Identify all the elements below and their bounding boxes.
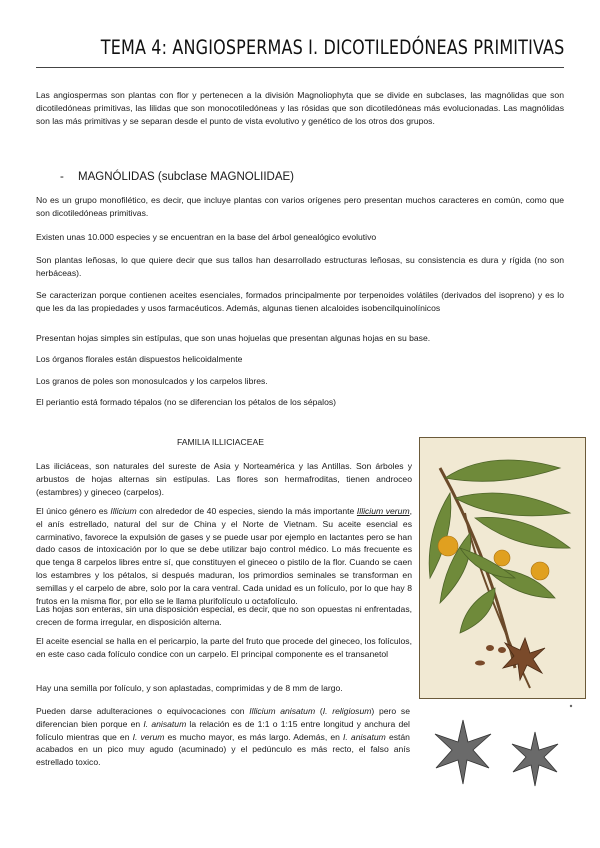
family-heading: FAMILIA ILLICIACEAE — [177, 437, 264, 447]
family-paragraph: Las hojas son enteras, sin una disposición especial, es decir, que no son opuestas ni enfrentadas, crecen de forma irregular, en disposición alterna. — [36, 604, 412, 627]
family-paragraph: Hay una semilla por folículo, y son aplastadas, comprimidas y de 8 mm de largo. — [36, 683, 343, 693]
magnolidas-paragraph: Presentan hojas simples sin estípulas, que son unas hojuelas que presentan algunas hojas en su base. — [36, 333, 431, 343]
family-paragraph: El aceite esencial se halla en el pericarpio, la parte del fruto que procede del gineceo, los folículos, en este caso cada folículo condice con un carpelo. El principal componente es el transanetol — [36, 636, 412, 659]
section-dash: - — [60, 171, 64, 183]
text-run: ) pero se diferencian bien porque en — [36, 706, 410, 729]
section-heading — [60, 171, 294, 183]
species-name: I. religiosum — [322, 706, 372, 716]
star-anise-image — [423, 702, 583, 802]
text-run: están acabados en un pico muy agudo (acuminado) y el pedúnculo es más recto, el falso anís estrellado toxico. — [36, 731, 410, 768]
illicium-plate-image — [420, 438, 585, 698]
title-divider — [36, 67, 564, 68]
intro-paragraph: Las angiospermas son plantas con flor y pertenecen a la división Magnoliophyta que se divide en subclases, las magnólidas que son dicotiledóneas primitivas, las lilidas que son monocotiledóneas y las rósidas que son dicotiledóneas más evolucionadas. Las magnólidas son las más primitivas y se separan desde el punto de vista evolutivo y genético de los otros dos grupos. — [36, 90, 564, 126]
botanical-illustration — [419, 437, 586, 699]
text-run: la relación es de 1:1 o 1:15 entre longitud y anchura del folículo mientras que en — [36, 718, 410, 742]
magnolidas-paragraph: Son plantas leñosas, lo que quiere decir que sus tallos han desarrollado estructuras leñosas, su consistencia es dura y rígida (no son herbáceas). — [36, 255, 564, 278]
magnolidas-paragraph: No es un grupo monofilético, es decir, que incluye plantas con varios orígenes pero presentan muchos caracteres en común, como que son dicotiledóneas primitivas. — [36, 195, 564, 218]
magnolidas-paragraph: Existen unas 10.000 especies y se encuentran en la base del árbol genealógico evolutivo — [36, 232, 377, 242]
text-run: , el anís estrellado, natural del sur de China y el Norte de Vietnam. Su aceite esencial es carminativo, favorece la expulsión de gases y se puede usar por ejemplo en lactantes pero se han dado casos de intoxicación por lo que se debe utilizar bajo control médico. Lo más frecuente es que tenga 8 carpelos libres entre sí, que constituyen el gineceo o pistilo de la flor. Cuando se caen los estambres y los pétalos, si después maduran, los primordios seminales se transforman en semillas y el carpelo de abre, solo por la cara ventral. Cada unidad es un folículo, por lo que hay 8 frutos en la misma flor, por ello se le llama plurifolículo u octafolículo. — [36, 506, 412, 606]
species-name: Illicium anisatum — [249, 706, 316, 716]
family-paragraph — [36, 505, 412, 607]
species-name: I. anisatum — [343, 731, 386, 742]
text-run: El único género es — [36, 506, 111, 516]
text-run: ( — [315, 706, 323, 716]
species-name: I. verum — [132, 731, 165, 742]
genus-name: Illicium — [110, 506, 137, 516]
text-run: es mucho mayor, es más largo. Además, en — [164, 731, 344, 742]
section-heading-text: MAGNÓLIDAS (subclase MAGNOLIIDAE) — [78, 171, 294, 183]
magnolidas-paragraph: Se caracterizan porque contienen aceites esenciales, formados principalmente por terpenoides volátiles (derivados del isopreno) y es lo que les da las propiedades y usos farmacéuticos. Además, algunas tienen alcaloides isobencilquinolínicos — [36, 290, 564, 313]
magnolidas-paragraph: Los granos de poles son monosulcados y los carpelos libres. — [36, 376, 268, 386]
species-name: I. anisatum — [143, 718, 187, 729]
family-paragraph: Las iliciáceas, son naturales del sureste de Asia y Norteamérica y las Antillas. Son árboles y arbustos de hojas alternas sin estípulas. Las flores son hermafroditas, tienen androceo (estambres) y gineceo (carpelos). — [36, 461, 412, 497]
text-run: Pueden darse adulteraciones o equivocaciones con — [36, 706, 250, 716]
family-paragraph — [36, 705, 410, 769]
species-name: Illicium verum — [356, 506, 410, 516]
page-title: TEMA 4: ANGIOSPERMAS I. DICOTILEDÓNEAS PRIMITIVAS — [100, 36, 564, 59]
magnolidas-paragraph: El periantio está formado tépalos (no se diferencian los pétalos de los sépalos) — [36, 397, 337, 407]
star-anise-illustration — [423, 702, 583, 802]
text-run: con alrededor de 40 especies, siendo la más importante — [136, 506, 357, 516]
magnolidas-paragraph: Los órganos florales están dispuestos helicoidalmente — [36, 354, 243, 364]
